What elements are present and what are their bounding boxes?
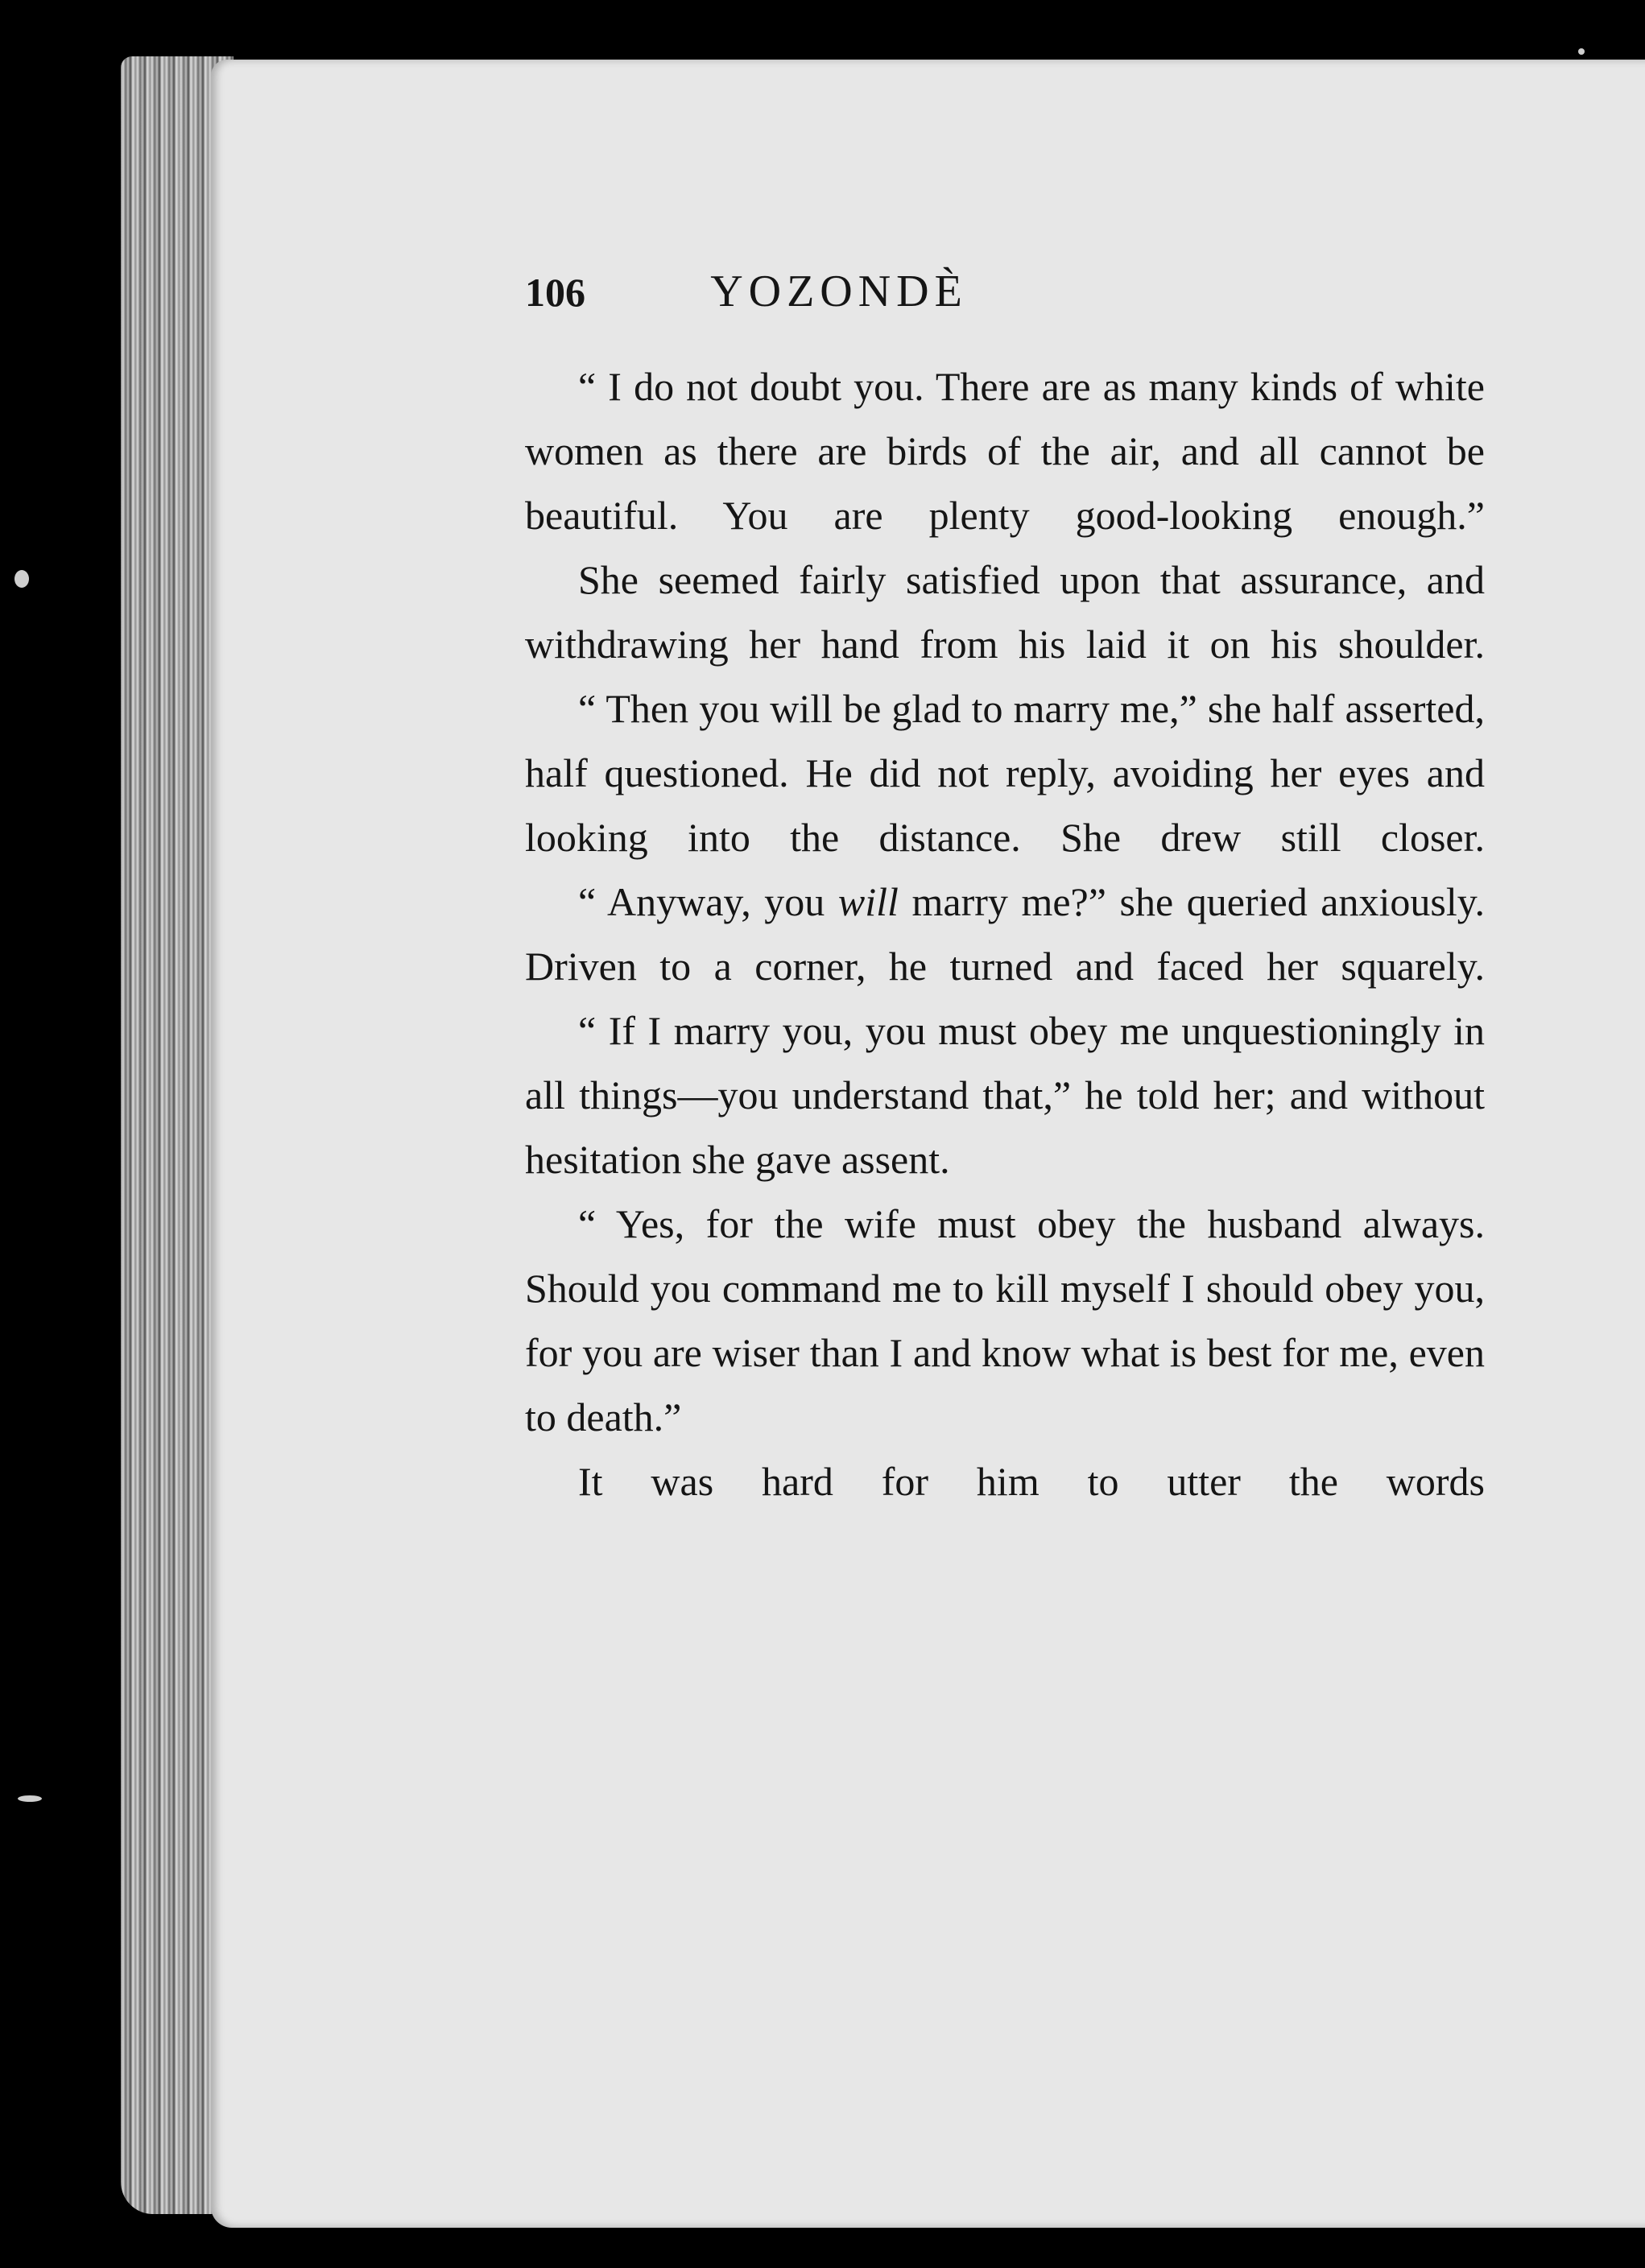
paragraph-text: marry me?” she queried anxiously. Driven to a corner, he turned and faced her squarely. [525,879,1485,989]
page-number: 106 [525,270,585,315]
paragraph: It was hard for him to utter the words [578,1459,1485,1504]
paragraph: “ If I marry you, you must obey me unquestioningly in all things—you understand that,” he told her; and without hesitation she gave assent. [525,1008,1485,1182]
scan-speck [1578,48,1585,55]
paragraph: “ Yes, for the wife must obey the husband always. Should you command me to kill myself I should obey you, for you are wiser than I and know what is best for me, even to death.” [525,1201,1485,1440]
emphasized-word: will [837,879,899,924]
paragraph: “ Then you will be glad to marry me,” she half asserted, half questioned. He did not reply, avoiding her eyes and looking into the distance. She drew still closer. [525,686,1485,860]
paragraph-text: “ Anyway, you [578,879,838,924]
scan-speck [14,570,29,588]
scan-speck [18,1795,42,1802]
paragraph: She seemed fairly satisfied upon that assurance, and withdrawing her hand from his laid it on his shoulder. [525,557,1485,667]
paragraph [525,870,1485,998]
paragraph: “ I do not doubt you. There are as many kinds of white women as there are birds of the air, and all cannot be beautiful. You are plenty good-looking enough.” [525,364,1485,538]
body-text [525,354,1485,1514]
page-header [525,266,1161,322]
running-title: YOZONDÈ [710,266,968,316]
